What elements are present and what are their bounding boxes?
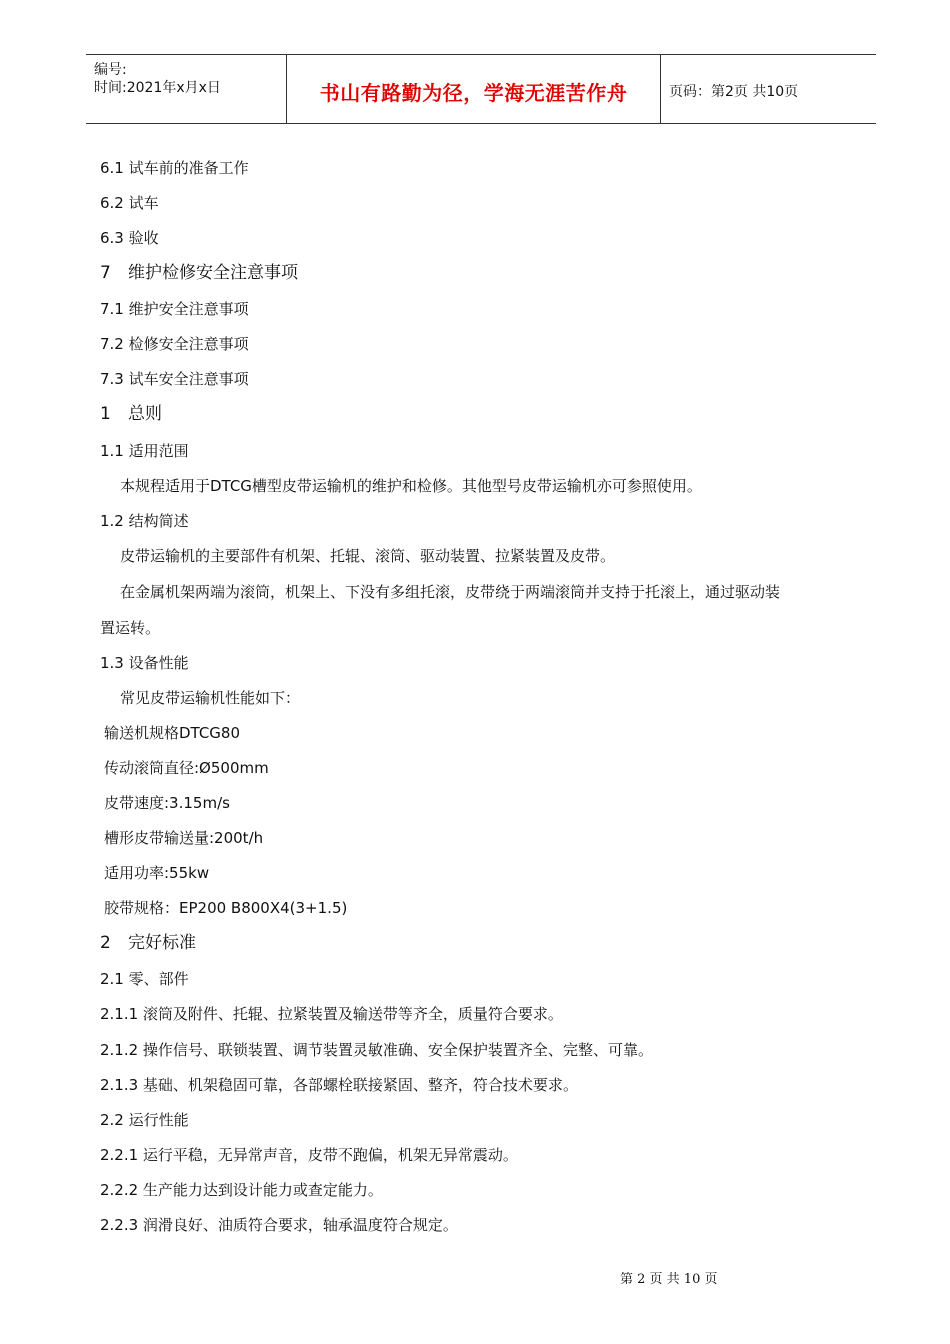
subsection-heading: 1.2 结构简述 [100,512,189,530]
toc-heading-number: 7 [100,263,111,283]
section-heading [100,404,162,424]
paragraph: 常见皮带运输机性能如下： [120,689,301,707]
spec-line: 皮带速度:3.15m/s [104,794,230,812]
toc-item: 6.1 试车前的准备工作 [100,159,249,177]
toc-item: 7.2 检修安全注意事项 [100,335,249,353]
spec-line: 传动滚筒直径:Ø500mm [104,759,269,777]
section-title: 完好标准 [128,933,196,953]
page-footer: 第 2 页 共 10 页 [620,1272,718,1287]
subsection-heading: 1.3 设备性能 [100,654,189,672]
clause-line: 2.1.3 基础、机架稳固可靠，各部螺栓联接紧固、整齐，符合技术要求。 [100,1076,578,1094]
section-number: 1 [100,404,111,424]
subsection-heading: 1.1 适用范围 [100,442,189,460]
clause-line: 2.2.3 润滑良好、油质符合要求，轴承温度符合规定。 [100,1216,458,1234]
toc-item: 6.2 试车 [100,194,159,212]
header-meta-cell [86,55,287,123]
clause-line: 2.1.1 滚筒及附件、托辊、拉紧装置及输送带等齐全，质量符合要求。 [100,1005,563,1023]
page-header [86,54,876,124]
toc-item: 7.3 试车安全注意事项 [100,370,249,388]
paragraph: 在金属机架两端为滚筒，机架上、下没有多组托滚，皮带绕于两端滚筒并支持于托滚上，通过驱动装 [120,583,781,601]
section-heading [100,933,196,953]
subsection-heading: 2.1 零、部件 [100,970,189,988]
section-number: 2 [100,933,111,953]
spec-line: 槽形皮带输送量:200t/h [104,829,264,847]
document-time-label: 时间:2021年x月x日 [94,80,221,96]
paragraph: 本规程适用于DTCG槽型皮带运输机的维护和检修。其他型号皮带运输机亦可参照使用。 [120,477,702,495]
toc-heading-title: 维护检修安全注意事项 [128,263,298,283]
header-motto: 书山有路勤为径，学海无涯苦作舟 [319,81,628,105]
clause-line: 2.1.2 操作信号、联锁装置、调节装置灵敏准确、安全保护装置齐全、完整、可靠。 [100,1041,653,1059]
section-title: 总则 [128,404,162,424]
spec-line: 输送机规格DTCG80 [104,724,241,742]
subsection-heading: 2.2 运行性能 [100,1111,189,1129]
header-page-info: 页码：第2页 共10页 [669,84,799,100]
toc-item: 6.3 验收 [100,229,159,247]
spec-line: 胶带规格：EP200 B800X4(3+1.5) [104,899,348,917]
spec-line: 适用功率:55kw [104,864,210,882]
header-page-cell [661,55,876,123]
toc-item: 7.1 维护安全注意事项 [100,300,249,318]
header-motto-cell [287,55,661,123]
paragraph: 皮带运输机的主要部件有机架、托辊、滚筒、驱动装置、拉紧装置及皮带。 [120,547,616,565]
document-number-label: 编号: [94,62,127,78]
toc-heading [100,263,298,283]
clause-line: 2.2.1 运行平稳，无异常声音，皮带不跑偏，机架无异常震动。 [100,1146,518,1164]
paragraph-continuation: 置运转。 [100,619,161,637]
clause-line: 2.2.2 生产能力达到设计能力或查定能力。 [100,1181,383,1199]
